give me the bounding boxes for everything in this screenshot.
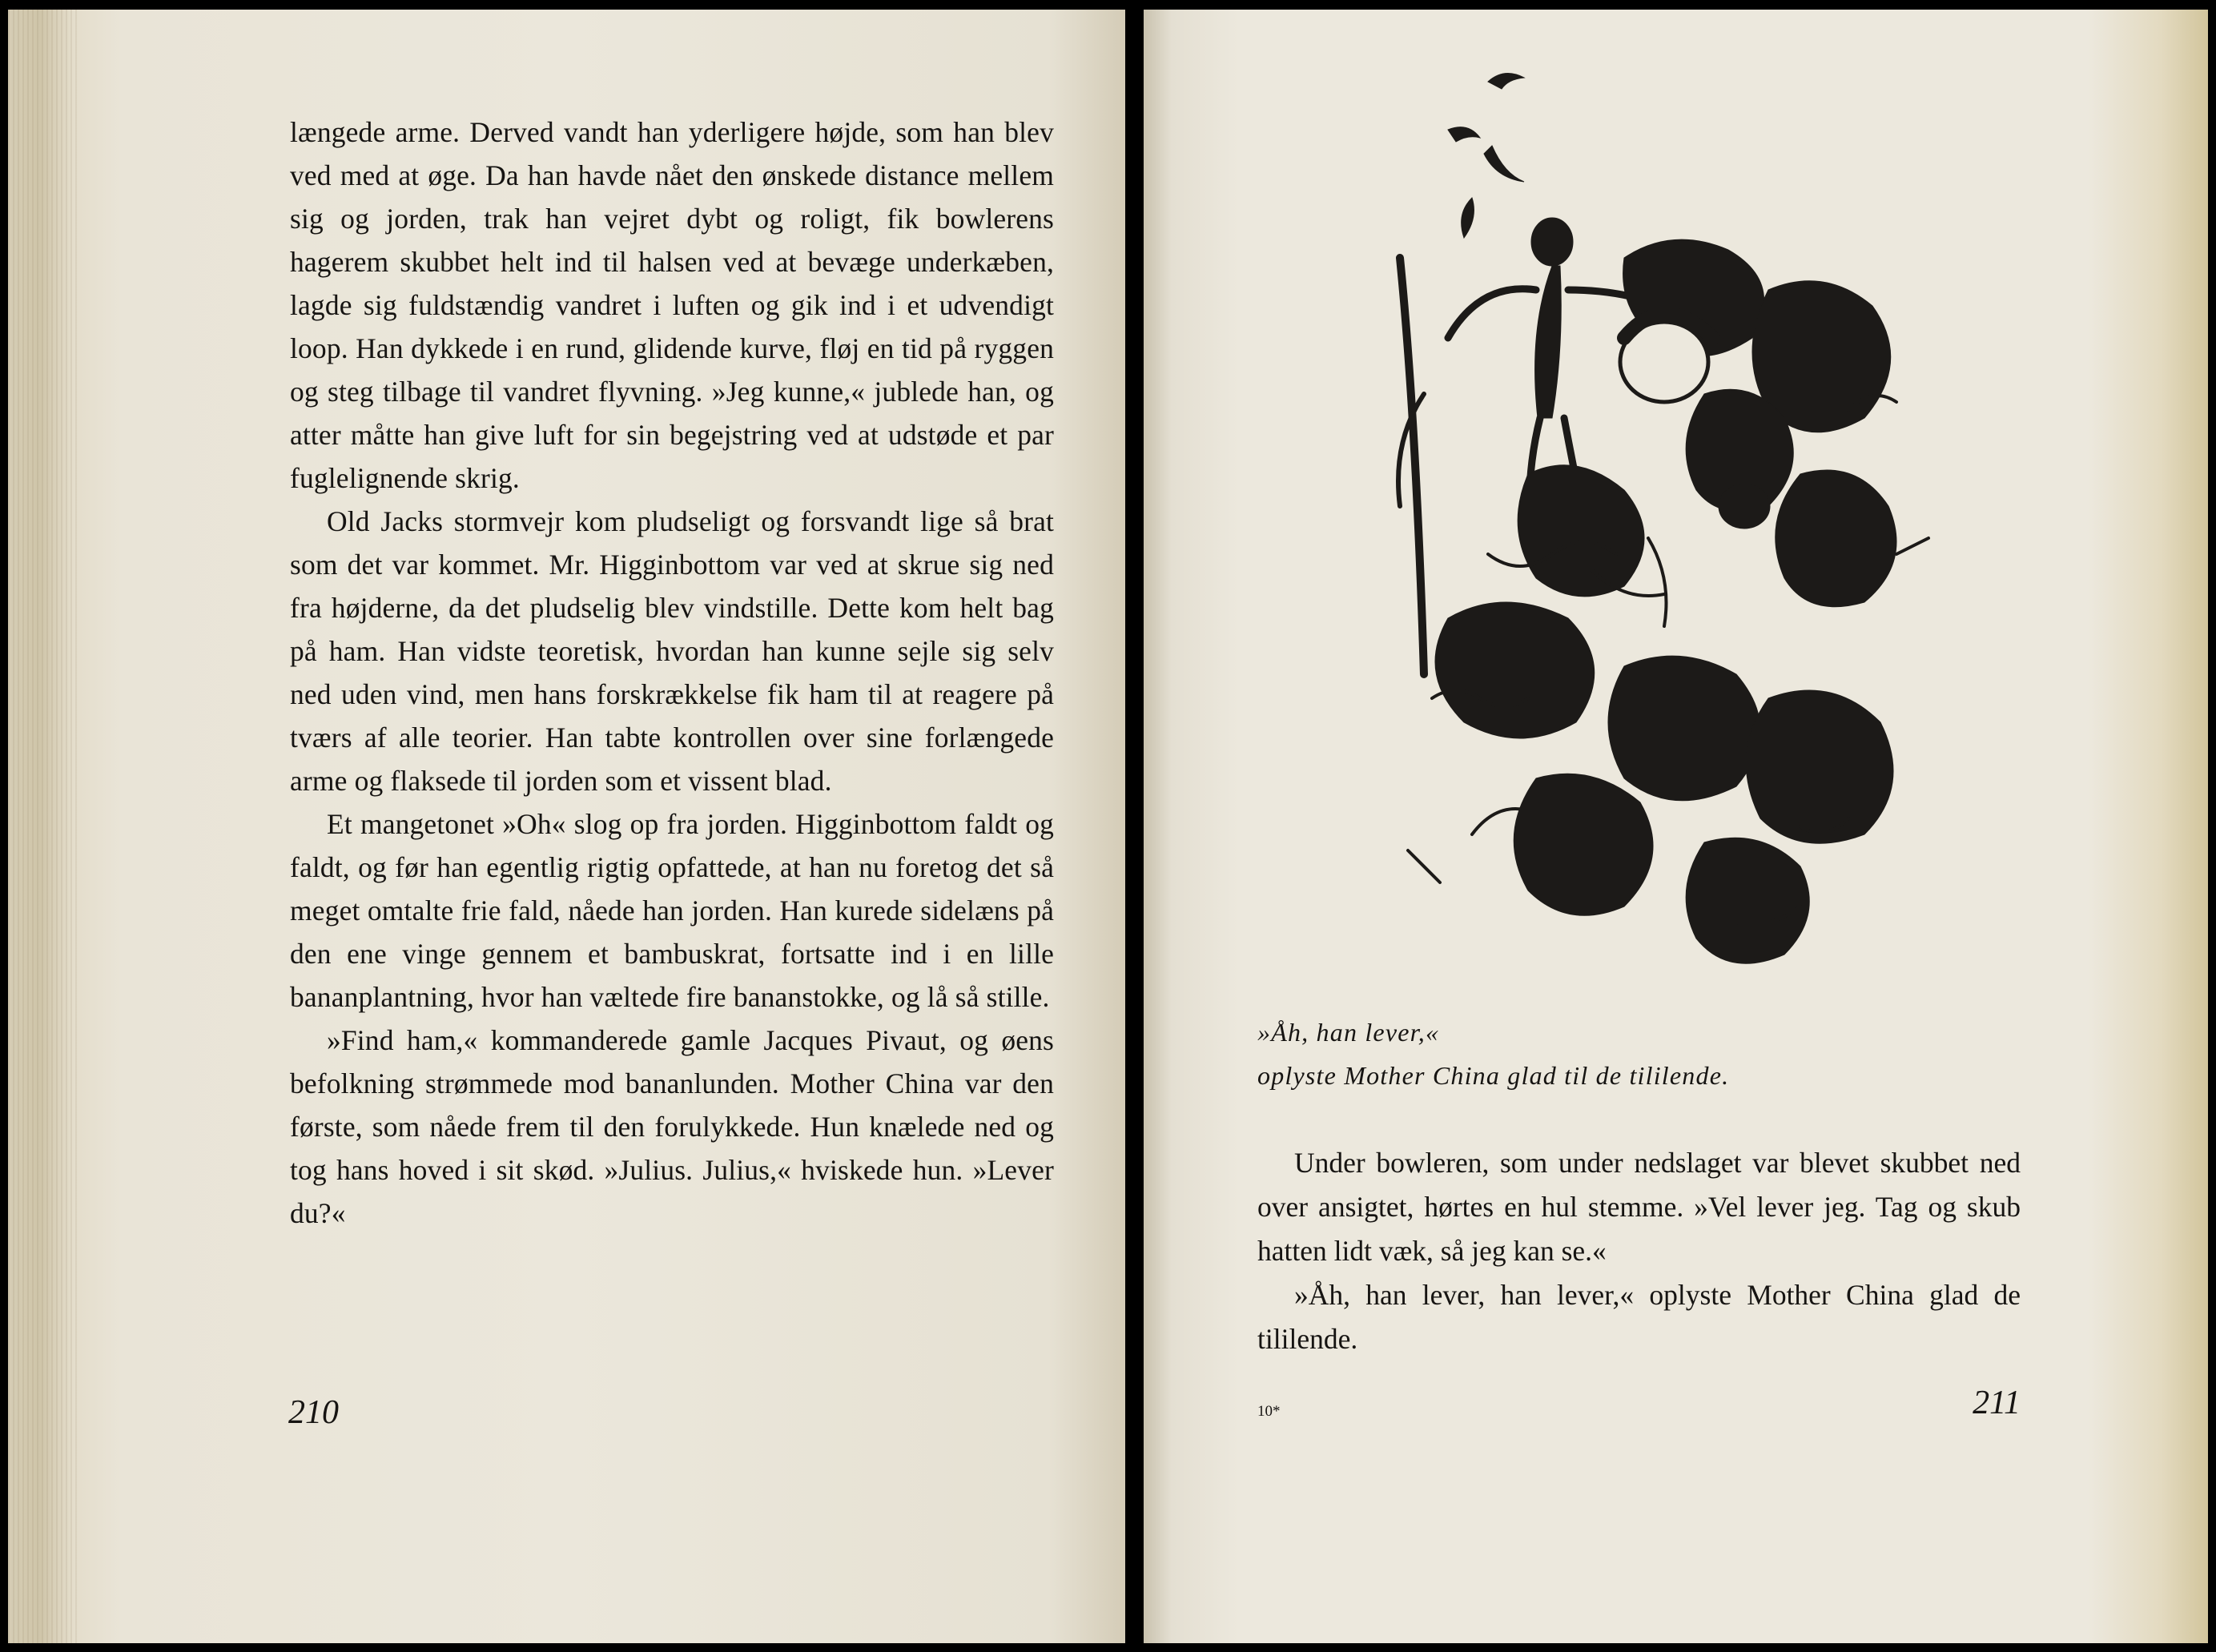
right-text-block — [1257, 1141, 2021, 1361]
paragraph-4: »Find ham,« kommanderede gamle Jacques Pivaut, og øens befolkning strømmede mod bananlunden. Mother China var den første, som nåede frem til den forulykkede. Hun knælede ned og tog hans hoved i sit skød. »Julius. Julius,« hviskede hun. »Lever du?« — [290, 1024, 1054, 1229]
paragraph-1: længede arme. Derved vandt han yderligere højde, som han blev ved med at øge. Da han havde nået den ønskede distance mellem sig og jorden, trak han vejret dybt og roligt, fik bowlerens hagerem skubbet helt ind til halsen ved at bevæge underkæben, lagde sig fuldstændig vandret i luften og gik ind i et udvendigt loop. Han dykkede i en rund, glidende kurve, fløj en tid på ryggen og steg tilbage til vandret flyvning. »Jeg kunne,« jublede han, og atter måtte han give luft for sin begejstring ved at udstøde et par fuglelignende skrig. — [290, 116, 1054, 494]
page-number-left: 210 — [288, 1394, 339, 1431]
left-page — [8, 10, 1125, 1643]
right-page — [1144, 10, 2208, 1643]
page-edge-stack — [8, 10, 80, 1643]
caption-line-1: »Åh, han lever,« — [1257, 1018, 1440, 1047]
paragraph-2: Old Jacks stormvejr kom pludseligt og forsvandt lige så brat som det var kommet. Mr. Higginbottom var ved at skrue sig ned fra højderne, da det pludselig blev vindstille. Dette kom helt bag på ham. Han vidste teoretisk, hvordan han kunne sejle sig selv ned uden vind, men hans forskrækkelse fik ham til at reagere på tværs af alle teorier. Han tabte kontrollen over sine forlængede arme og flaksede til jorden som et vissent blad. — [290, 505, 1054, 797]
right-paragraph-1: Under bowleren, som under nedslaget var blevet skubbet ned over ansigtet, hørtes en hul stemme. »Vel lever jeg. Tag og skub hatten lidt væk, så jeg kan se.« — [1257, 1147, 2021, 1267]
page-number-right: 211 — [1973, 1385, 2021, 1421]
right-paragraph-2: »Åh, han lever, han lever,« oplyste Mother China glad de tililende. — [1257, 1279, 2021, 1355]
jungle-illustration — [1288, 58, 1945, 995]
paragraph-3: Et mangetonet »Oh« slog op fra jorden. Higginbottom faldt og faldt, og før han egentlig rigtig opfattede, at han nu foretog det så meget omtalte frie fald, nåede han jorden. Han kurede sidelæns på den ene vinge gennem et bambuskrat, fortsatte ind i en lille bananplantning, hvor han væltede fire bananstokke, og lå så stille. — [290, 808, 1054, 1013]
illustration-caption — [1257, 1011, 2058, 1097]
signature-mark: 10* — [1257, 1403, 1281, 1420]
caption-line-2: oplyste Mother China glad til de tililende. — [1257, 1061, 1730, 1090]
left-text-block — [290, 111, 1054, 1235]
